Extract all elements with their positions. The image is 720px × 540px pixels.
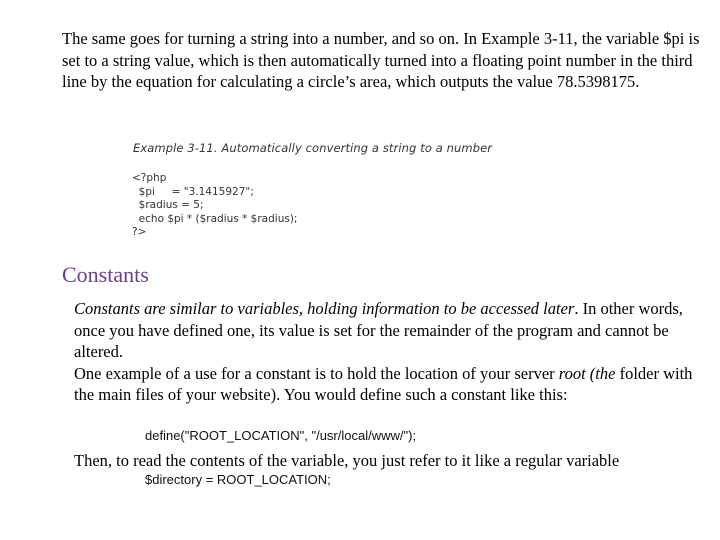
intro-paragraph (62, 28, 702, 93)
constants-example-italic: root (the (558, 363, 616, 383)
section-heading: Constants (62, 262, 149, 287)
constants-example-suffix: folder with the main files of your website). You would define such a constant like this: (74, 363, 693, 404)
intro-text: The same goes for turning a string into a number, and so on. In Example 3-11, the variable $pi is set to a string value, which is then automatically turned into a floating point number in the third line by the equation for calculating a circle’s area, which outputs the value 78.5398175. (62, 29, 700, 91)
example-caption: Example 3-11. Automatically converting a string to a number (133, 141, 493, 155)
define-code-line: define("ROOT_LOCATION", "/usr/local/www/"); (145, 428, 417, 443)
constants-example (74, 363, 704, 406)
php-code-block: <?php $pi = "3.1415927"; $radius = 5; echo $pi * ($radius * $radius); ?> (132, 172, 298, 238)
constants-example-prefix: One example of a use for a constant is to hold the location of your server (74, 363, 559, 383)
usage-code-line: $directory = ROOT_LOCATION; (145, 472, 331, 487)
constants-definition-italic: Constants are similar to variables, holding information to be accessed later (74, 299, 575, 318)
constants-body (74, 298, 704, 406)
read-variable-text: Then, to read the contents of the variable, you just refer to it like a regular variable (74, 451, 620, 470)
constants-definition-rest: . In other words, once you have defined one, its value is set for the remainder of the program and cannot be altered. (74, 299, 683, 361)
constants-definition (74, 298, 704, 363)
